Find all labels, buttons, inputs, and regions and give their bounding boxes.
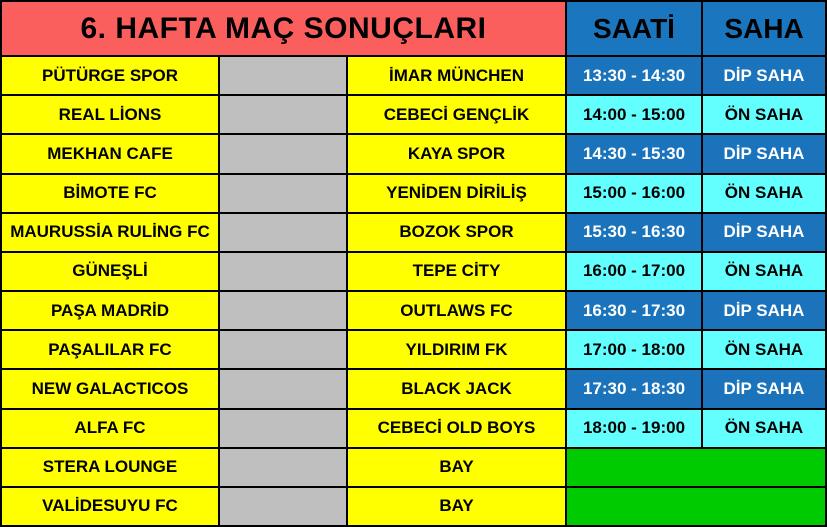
bye-slot-cell bbox=[567, 488, 825, 525]
away-team-cell: TEPE CİTY bbox=[348, 253, 565, 290]
time-column-header: SAATİ bbox=[567, 2, 701, 55]
field-cell: DİP SAHA bbox=[703, 57, 825, 94]
match-time-cell: 14:30 - 15:30 bbox=[567, 135, 701, 172]
match-row bbox=[2, 96, 825, 133]
score-cell bbox=[220, 214, 346, 251]
score-cell bbox=[220, 488, 346, 525]
away-team-cell: BAY bbox=[348, 488, 565, 525]
score-cell bbox=[220, 57, 346, 94]
field-cell: DİP SAHA bbox=[703, 135, 825, 172]
score-cell bbox=[220, 331, 346, 368]
field-cell: ÖN SAHA bbox=[703, 96, 825, 133]
match-time-cell: 13:30 - 14:30 bbox=[567, 57, 701, 94]
score-cell bbox=[220, 292, 346, 329]
header-row bbox=[2, 2, 825, 55]
match-time-cell: 18:00 - 19:00 bbox=[567, 410, 701, 447]
match-row bbox=[2, 370, 825, 407]
match-row bbox=[2, 214, 825, 251]
away-team-cell: BOZOK SPOR bbox=[348, 214, 565, 251]
match-row bbox=[2, 253, 825, 290]
away-team-cell: İMAR MÜNCHEN bbox=[348, 57, 565, 94]
home-team-cell: ALFA FC bbox=[2, 410, 218, 447]
away-team-cell: KAYA SPOR bbox=[348, 135, 565, 172]
home-team-cell: MEKHAN CAFE bbox=[2, 135, 218, 172]
field-cell: DİP SAHA bbox=[703, 214, 825, 251]
score-cell bbox=[220, 96, 346, 133]
away-team-cell: CEBECİ OLD BOYS bbox=[348, 410, 565, 447]
match-row bbox=[2, 135, 825, 172]
score-cell bbox=[220, 253, 346, 290]
away-team-cell: YENİDEN DİRİLİŞ bbox=[348, 175, 565, 212]
home-team-cell: GÜNEŞLİ bbox=[2, 253, 218, 290]
match-row bbox=[2, 488, 825, 525]
match-time-cell: 15:30 - 16:30 bbox=[567, 214, 701, 251]
score-cell bbox=[220, 449, 346, 486]
field-cell: ÖN SAHA bbox=[703, 410, 825, 447]
score-cell bbox=[220, 175, 346, 212]
match-time-cell: 14:00 - 15:00 bbox=[567, 96, 701, 133]
field-cell: ÖN SAHA bbox=[703, 331, 825, 368]
match-row bbox=[2, 449, 825, 486]
away-team-cell: YILDIRIM FK bbox=[348, 331, 565, 368]
match-row bbox=[2, 331, 825, 368]
match-time-cell: 16:00 - 17:00 bbox=[567, 253, 701, 290]
match-time-cell: 15:00 - 16:00 bbox=[567, 175, 701, 212]
home-team-cell: VALİDESUYU FC bbox=[2, 488, 218, 525]
match-time-cell: 17:00 - 18:00 bbox=[567, 331, 701, 368]
match-row bbox=[2, 57, 825, 94]
home-team-cell: NEW GALACTICOS bbox=[2, 370, 218, 407]
away-team-cell: OUTLAWS FC bbox=[348, 292, 565, 329]
field-cell: DİP SAHA bbox=[703, 292, 825, 329]
match-row bbox=[2, 292, 825, 329]
bye-slot-cell bbox=[567, 449, 825, 486]
match-row bbox=[2, 410, 825, 447]
score-cell bbox=[220, 410, 346, 447]
home-team-cell: MAURUSSİA RULİNG FC bbox=[2, 214, 218, 251]
home-team-cell: PÜTÜRGE SPOR bbox=[2, 57, 218, 94]
away-team-cell: CEBECİ GENÇLİK bbox=[348, 96, 565, 133]
field-column-header: SAHA bbox=[703, 2, 825, 55]
home-team-cell: REAL LİONS bbox=[2, 96, 218, 133]
home-team-cell: PAŞA MADRİD bbox=[2, 292, 218, 329]
home-team-cell: BİMOTE FC bbox=[2, 175, 218, 212]
score-cell bbox=[220, 370, 346, 407]
home-team-cell: PAŞALILAR FC bbox=[2, 331, 218, 368]
home-team-cell: STERA LOUNGE bbox=[2, 449, 218, 486]
field-cell: ÖN SAHA bbox=[703, 175, 825, 212]
away-team-cell: BLACK JACK bbox=[348, 370, 565, 407]
page-title: 6. HAFTA MAÇ SONUÇLARI bbox=[2, 2, 565, 55]
score-cell bbox=[220, 135, 346, 172]
match-time-cell: 17:30 - 18:30 bbox=[567, 370, 701, 407]
field-cell: ÖN SAHA bbox=[703, 253, 825, 290]
away-team-cell: BAY bbox=[348, 449, 565, 486]
field-cell: DİP SAHA bbox=[703, 370, 825, 407]
match-time-cell: 16:30 - 17:30 bbox=[567, 292, 701, 329]
match-row bbox=[2, 175, 825, 212]
